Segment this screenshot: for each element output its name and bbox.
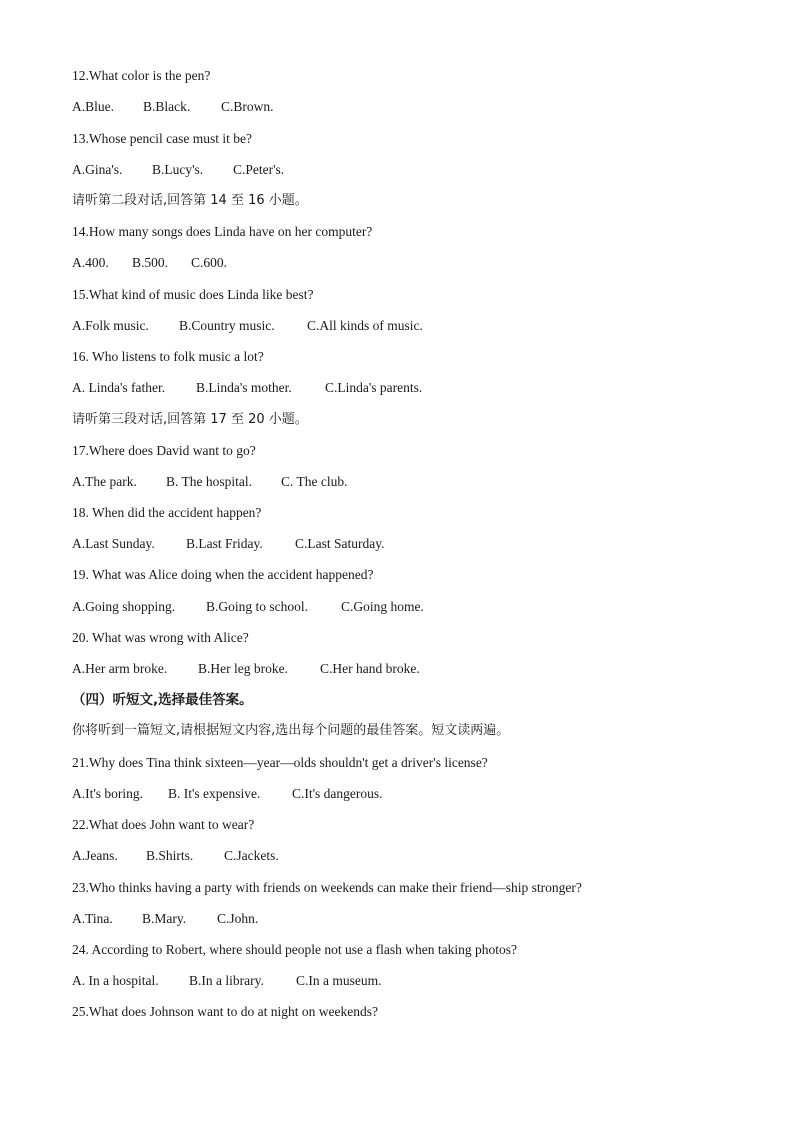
question-22: 22.What does John want to wear? [72, 817, 255, 832]
option-c: C.Last Saturday. [295, 536, 385, 551]
option-b: B.Going to school. [206, 599, 309, 614]
options-22 [72, 847, 279, 865]
question-18: 18. When did the accident happen? [72, 505, 262, 520]
option-b: B.Linda's mother. [196, 380, 292, 395]
options-23 [72, 910, 258, 928]
option-c: C.All kinds of music. [307, 318, 423, 333]
option-b: B.In a library. [189, 973, 264, 988]
options-17 [72, 473, 348, 491]
option-b: B.500. [132, 255, 169, 270]
question-13: 13.Whose pencil case must it be? [72, 131, 252, 146]
options-24 [72, 972, 382, 990]
options-18 [72, 535, 384, 553]
option-b: B.Mary. [142, 911, 187, 926]
question-21: 21.Why does Tina think sixteen—year—olds shouldn't get a driver's license? [72, 755, 488, 770]
options-20 [72, 660, 420, 678]
option-b: B.Lucy's. [152, 162, 204, 177]
option-a: A.Tina. [72, 911, 113, 926]
option-a: A.Blue. [72, 99, 114, 114]
option-a: A.Her arm broke. [72, 661, 168, 676]
option-b: B.Last Friday. [186, 536, 263, 551]
options-16 [72, 379, 422, 397]
option-c: C.Jackets. [224, 848, 279, 863]
option-c: C.600. [191, 255, 228, 270]
question-15: 15.What kind of music does Linda like best? [72, 287, 314, 302]
option-b: B.Country music. [179, 318, 275, 333]
options-21 [72, 785, 383, 803]
section-instruction-2: 请听第二段对话,回答第 14 至 16 小题。 [72, 193, 308, 208]
option-b: B.Shirts. [146, 848, 194, 863]
question-19: 19. What was Alice doing when the accident happened? [72, 567, 374, 582]
option-c: C. The club. [281, 474, 348, 489]
options-15 [72, 317, 423, 335]
option-a: A. Linda's father. [72, 380, 166, 395]
option-c: C.Peter's. [233, 162, 285, 177]
part-instruction: 你将听到一篇短文,请根据短文内容,选出每个问题的最佳答案。短文读两遍。 [72, 723, 510, 738]
options-14 [72, 254, 227, 272]
question-23: 23.Who thinks having a party with friends on weekends can make their friend—ship stronger? [72, 880, 582, 895]
option-a: A.Last Sunday. [72, 536, 155, 551]
question-17: 17.Where does David want to go? [72, 443, 256, 458]
option-c: C.Brown. [221, 99, 274, 114]
option-a: A. In a hospital. [72, 973, 159, 988]
section-instruction-3: 请听第三段对话,回答第 17 至 20 小题。 [72, 412, 308, 427]
option-b: B. The hospital. [166, 474, 252, 489]
options-12 [72, 98, 274, 116]
question-20: 20. What was wrong with Alice? [72, 630, 249, 645]
option-a: A.Folk music. [72, 318, 149, 333]
option-c: C.Linda's parents. [325, 380, 423, 395]
option-a: A.Gina's. [72, 162, 123, 177]
options-19 [72, 598, 424, 616]
option-a: A.Going shopping. [72, 599, 176, 614]
option-a: A.It's boring. [72, 786, 144, 801]
option-c: C.It's dangerous. [292, 786, 383, 801]
option-b: B. It's expensive. [168, 786, 261, 801]
option-c: C.Going home. [341, 599, 424, 614]
question-16: 16. Who listens to folk music a lot? [72, 349, 264, 364]
question-25: 25.What does Johnson want to do at night on weekends? [72, 1004, 378, 1019]
options-13 [72, 161, 284, 179]
option-b: B.Her leg broke. [198, 661, 288, 676]
option-a: A.400. [72, 255, 109, 270]
option-b: B.Black. [143, 99, 191, 114]
option-c: C.Her hand broke. [320, 661, 420, 676]
question-24: 24. According to Robert, where should people not use a flash when taking photos? [72, 942, 518, 957]
option-c: C.John. [217, 911, 259, 926]
option-a: A.Jeans. [72, 848, 118, 863]
question-14: 14.How many songs does Linda have on her computer? [72, 224, 373, 239]
question-12: 12.What color is the pen? [72, 68, 211, 83]
option-a: A.The park. [72, 474, 137, 489]
option-c: C.In a museum. [296, 973, 382, 988]
part-heading: （四）听短文,选择最佳答案。 [72, 692, 253, 708]
